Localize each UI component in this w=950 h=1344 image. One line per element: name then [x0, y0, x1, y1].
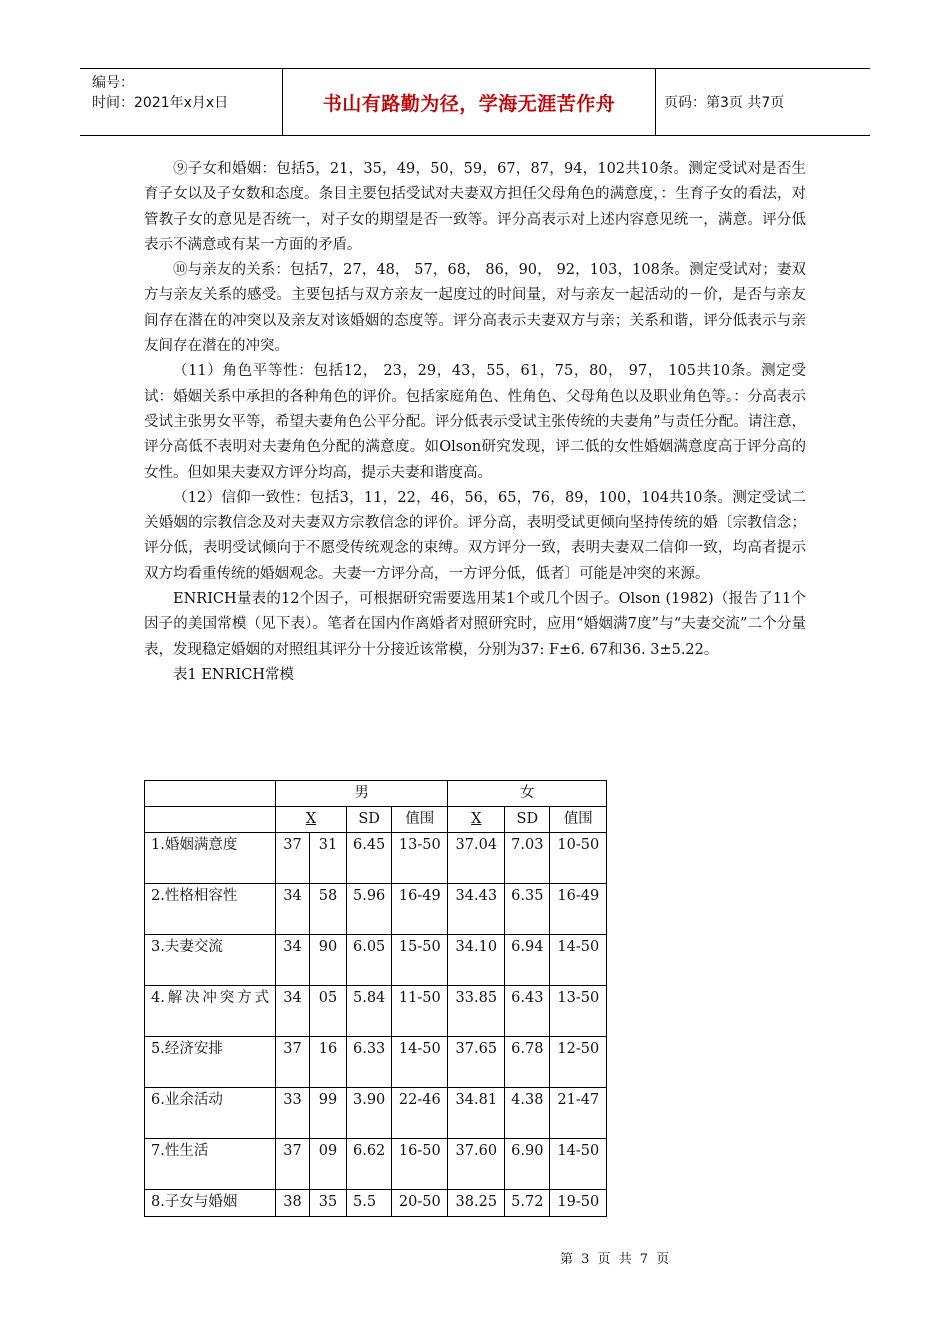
male-x-int: 37 [276, 1037, 310, 1088]
male-sd: 6.33 [347, 1037, 392, 1088]
male-x-int: 34 [276, 884, 310, 935]
col-male-range: 值围 [392, 807, 448, 833]
table-row [145, 1139, 607, 1190]
time-label: 时间：2021年x月x日 [92, 95, 229, 111]
row-name: 2.性格相容性 [145, 884, 276, 935]
male-sd: 6.45 [347, 833, 392, 884]
paragraph: ⑩与亲友的关系：包括7，27，48， 57，68， 86，90， 92，103，108条。测定受试对；妻双方与亲友关系的感受。主要包括与双方亲友一起度过的时间量，对与亲友一起活动的－价，是否与亲友间存在潜在的冲突以及亲友对该婚姻的态度等。评分高表示夫妻双方与亲；关系和谐，评分低表示与亲友间存在潜在的冲突。 [144, 262, 806, 355]
female-range: 14-50 [550, 1139, 607, 1190]
female-sd: 6.78 [505, 1037, 550, 1088]
row-name: 1.婚姻满意度 [145, 833, 276, 884]
table-row [145, 986, 607, 1037]
male-x-dec: 05 [310, 986, 347, 1037]
female-range: 19-50 [550, 1190, 607, 1217]
female-x: 34.81 [448, 1088, 505, 1139]
male-x-dec: 35 [310, 1190, 347, 1217]
female-range: 14-50 [550, 935, 607, 986]
table-header-row [145, 807, 607, 833]
paragraph: ENRICH量表的12个因子，可根据研究需要选用某1个或几个因子。Olson (1982)（报告了11个因子的美国常模（见下表）。笔者在国内作离婚者对照研究时，应用“婚姻满7度”与“夫妻交流”二个分量表，发现稳定婚姻的对照组其评分十分接近该常模，分别为37: F±6. 67和36. 3±5.22。 [144, 591, 806, 658]
table-header-group-row [145, 781, 607, 807]
header-meta [80, 69, 283, 135]
male-x-int: 34 [276, 986, 310, 1037]
enrich-norms-table [144, 780, 607, 1217]
male-range: 16-50 [392, 1139, 448, 1190]
male-x-int: 33 [276, 1088, 310, 1139]
row-name: 4.解决冲突方式 [145, 986, 276, 1037]
male-sd: 6.62 [347, 1139, 392, 1190]
row-name: 8.子女与婚姻 [145, 1190, 276, 1217]
number-label: 编号： [92, 75, 134, 91]
female-sd: 6.90 [505, 1139, 550, 1190]
group-female: 女 [448, 781, 607, 807]
table-row [145, 935, 607, 986]
female-range: 12-50 [550, 1037, 607, 1088]
paragraph: （11）角色平等性：包括12， 23，29，43，55，61，75，80， 97， 105共10条。测定受试：婚姻关系中承担的各种角色的评价。包括家庭角色、性角色、父母角色以及职业角色等。：分高表示受试主张男女平等，希望夫妻角色公平分配。评分低表示受试主张传统的夫妻角”与责任分配。请注意，评分高低不表明对夫妻角色分配的满意度。如Olson研究发现，评二低的女性婚姻满意度高于评分高的女性。但如果夫妻双方评分均高，提示夫妻和谐度高。 [144, 363, 806, 481]
male-x-int: 38 [276, 1190, 310, 1217]
female-sd: 7.03 [505, 833, 550, 884]
male-range: 13-50 [392, 833, 448, 884]
paragraph: ⑨子女和婚姻：包括5，21，35，49，50，59，67，87，94，102共10条。测定受试对是否生育子女以及子女数和态度。条目主要包括受试对夫妻双方担任父母角色的满意度，：生育子女的看法，对管教子女的意见是否统一，对子女的期望是否一致等。评分高表示对上述内容意见统一，满意。评分低表示不满意或有某一方面的矛盾。 [144, 161, 806, 253]
page-header [80, 68, 870, 136]
col-female-range: 值围 [550, 807, 607, 833]
female-range: 13-50 [550, 986, 607, 1037]
header-motto: 书山有路勤为径，学海无涯苦作舟 [283, 69, 656, 135]
female-sd: 6.35 [505, 884, 550, 935]
male-sd: 5.84 [347, 986, 392, 1037]
header-page-label: 页码：第3页 共7页 [664, 95, 785, 111]
female-x: 33.85 [448, 986, 505, 1037]
female-range: 21-47 [550, 1088, 607, 1139]
male-x-dec: 99 [310, 1088, 347, 1139]
male-sd: 3.90 [347, 1088, 392, 1139]
female-sd: 4.38 [505, 1088, 550, 1139]
male-range: 16-49 [392, 884, 448, 935]
male-range: 15-50 [392, 935, 448, 986]
row-name: 3.夫妻交流 [145, 935, 276, 986]
row-name: 6.业余活动 [145, 1088, 276, 1139]
female-x: 37.60 [448, 1139, 505, 1190]
table-row [145, 833, 607, 884]
male-sd: 5.5 [347, 1190, 392, 1217]
table-row [145, 884, 607, 935]
table-row [145, 1037, 607, 1088]
male-range: 20-50 [392, 1190, 448, 1217]
female-sd: 5.72 [505, 1190, 550, 1217]
male-range: 11-50 [392, 986, 448, 1037]
female-range: 16-49 [550, 884, 607, 935]
group-male: 男 [276, 781, 448, 807]
female-x: 37.65 [448, 1037, 505, 1088]
male-x-int: 34 [276, 935, 310, 986]
row-name: 5.经济安排 [145, 1037, 276, 1088]
female-x: 34.10 [448, 935, 505, 986]
table-row [145, 1088, 607, 1139]
male-sd: 5.96 [347, 884, 392, 935]
male-x-dec: 90 [310, 935, 347, 986]
male-x-int: 37 [276, 1139, 310, 1190]
female-sd: 6.43 [505, 986, 550, 1037]
female-x: 37.04 [448, 833, 505, 884]
female-x: 38.25 [448, 1190, 505, 1217]
col-male-sd: SD [347, 807, 392, 833]
paragraph: （12）信仰一致性：包括3，11，22，46，56，65，76，89，100，104共10条。测定受试二关婚姻的宗教信念及对夫妻双方宗教信念的评价。评分高，表明受试更倾向坚持传统的婚〔宗教信念；评分低，表明受试倾向于不愿受传统观念的束缚。双方评分一致，表明夫妻双二信仰一致，均高者提示双方均看重传统的婚姻观念。夫妻一方评分高，一方评分低，低者〕可能是冲突的来源。 [144, 489, 806, 582]
table-row [145, 1190, 607, 1217]
row-name: 7.性生活 [145, 1139, 276, 1190]
col-male-x: X [305, 811, 317, 827]
col-female-x: X [471, 811, 482, 827]
male-x-dec: 16 [310, 1037, 347, 1088]
table-caption: 表1 ENRICH常模 [173, 666, 294, 683]
male-x-dec: 31 [310, 833, 347, 884]
male-range: 22-46 [392, 1088, 448, 1139]
male-x-dec: 58 [310, 884, 347, 935]
male-x-dec: 09 [310, 1139, 347, 1190]
female-range: 10-50 [550, 833, 607, 884]
col-female-sd: SD [505, 807, 550, 833]
female-x: 34.43 [448, 884, 505, 935]
page-footer: 第 3 页 共 7 页 [560, 1252, 672, 1267]
male-x-int: 37 [276, 833, 310, 884]
body-text [144, 157, 806, 688]
female-sd: 6.94 [505, 935, 550, 986]
male-range: 14-50 [392, 1037, 448, 1088]
male-sd: 6.05 [347, 935, 392, 986]
